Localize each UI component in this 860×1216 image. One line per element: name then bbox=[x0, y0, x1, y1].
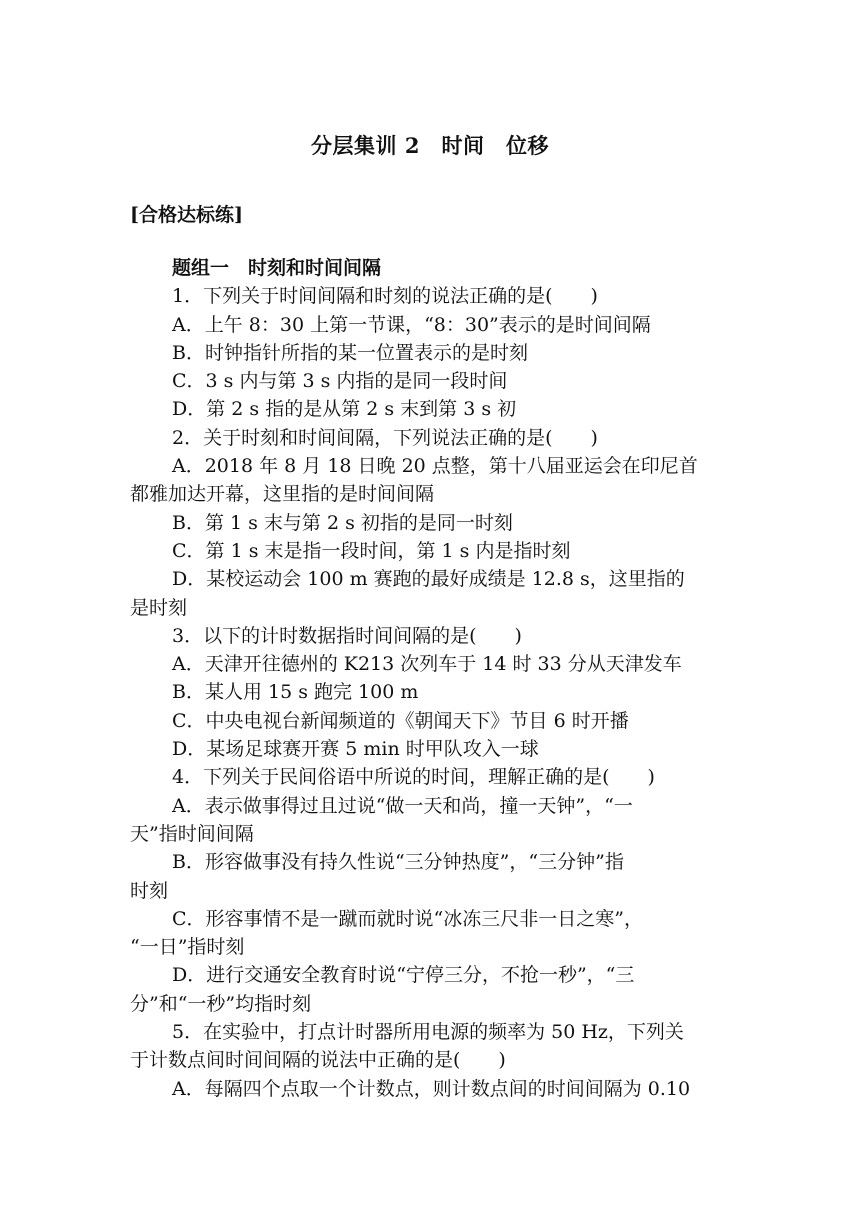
text-line: B．时钟指针所指的某一位置表示的是时刻 bbox=[172, 341, 528, 364]
text-line: D．某校运动会 100 m 赛跑的最好成绩是 12.8 s，这里指的 bbox=[172, 568, 685, 591]
text-line: C．形容事情不是一蹴而就时说“冰冻三尺非一日之寒”， bbox=[172, 907, 643, 930]
text-line: 分”和“一秒”均指时刻 bbox=[130, 992, 312, 1015]
text-line: B．第 1 s 末与第 2 s 初指的是同一时刻 bbox=[172, 511, 513, 534]
text-line: C．中央电视台新闻频道的《朝闻天下》节目 6 时开播 bbox=[172, 709, 629, 732]
text-line: A．2018 年 8 月 18 日晚 20 点整，第十八届亚运会在印尼首 bbox=[172, 455, 698, 478]
text-line: A．每隔四个点取一个计数点，则计数点间的时间间隔为 0.10 bbox=[172, 1077, 691, 1100]
text-line: D．第 2 s 指的是从第 2 s 末到第 3 s 初 bbox=[172, 398, 517, 421]
text-line: 是时刻 bbox=[130, 596, 188, 619]
text-line: D．某场足球赛开赛 5 min 时甲队攻入一球 bbox=[172, 738, 539, 761]
text-line: 2．关于时刻和时间间隔，下列说法正确的是( ) bbox=[172, 426, 598, 449]
text-line: B．某人用 15 s 跑完 100 m bbox=[172, 681, 419, 704]
text-line: D．进行交通安全教育时说“宁停三分，不抢一秒”，“三 bbox=[172, 964, 635, 987]
question-content bbox=[130, 254, 734, 1103]
text-line: A．上午 8：30 上第一节课，“8：30”表示的是时间间隔 bbox=[172, 313, 651, 336]
text-line: 1．下列关于时间间隔和时刻的说法正确的是( ) bbox=[172, 285, 598, 308]
text-line: “一日”指时刻 bbox=[130, 936, 245, 959]
page-title: 分层集训 2 时间 位移 bbox=[311, 133, 549, 158]
text-line: 5．在实验中，打点计时器所用电源的频率为 50 Hz，下列关 bbox=[172, 1021, 684, 1044]
text-line: C．第 1 s 末是指一段时间，第 1 s 内是指时刻 bbox=[172, 539, 571, 562]
text-line: A．表示做事得过且过说“做一天和尚，撞一天钟”，“一 bbox=[172, 794, 633, 817]
text-line: B．形容做事没有持久性说“三分钟热度”，“三分钟”指 bbox=[172, 851, 624, 874]
text-line: C．3 s 内与第 3 s 内指的是同一段时间 bbox=[172, 370, 508, 393]
text-line: 3．以下的计时数据指时间间隔的是( ) bbox=[172, 624, 522, 647]
text-line: 于计数点间时间间隔的说法中正确的是( ) bbox=[130, 1049, 506, 1072]
text-line: 天”指时间间隔 bbox=[130, 822, 254, 845]
text-line: 都雅加达开幕，这里指的是时间间隔 bbox=[130, 483, 435, 506]
text-line: A．天津开往德州的 K213 次列车于 14 时 33 分从天津发车 bbox=[172, 653, 682, 676]
section-heading: [合格达标练] bbox=[130, 204, 243, 226]
text-line: 4．下列关于民间俗语中所说的时间，理解正确的是( ) bbox=[172, 766, 655, 789]
group-heading: 题组一 时刻和时间间隔 bbox=[172, 257, 382, 279]
text-line: 时刻 bbox=[130, 879, 169, 902]
